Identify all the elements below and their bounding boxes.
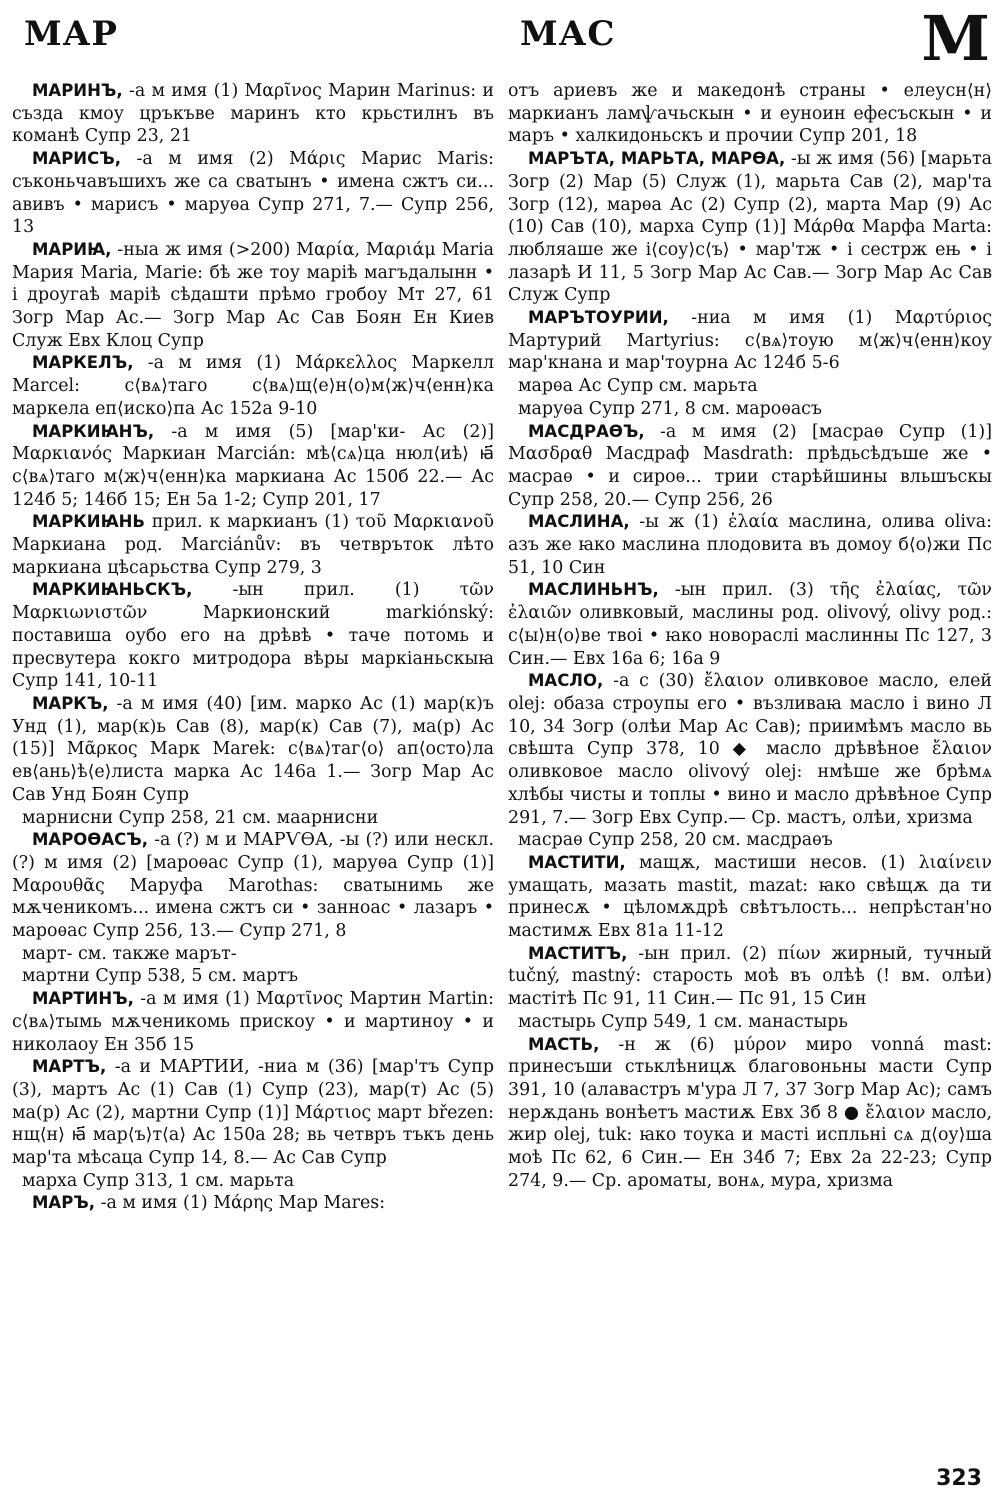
entry-headword: МАСДРАѲЪ, [528,421,645,441]
entry-headword: МАРТЪ, [32,1057,107,1077]
entry-headword: МАРЪТА, МАРЬТА, МАРѲА, [528,149,786,169]
entry-definition: марѳа Ас Супр см. марьта [518,376,758,397]
dictionary-entry [508,670,992,829]
entry-definition: -ы ж (1) ἐλαία маслина, олива oliva: азъ же ꙗко маслина плодовита въ домоу б⟨о⟩жи Пс 51, 10 Син [508,512,992,578]
dictionary-entry [12,988,494,1056]
entry-definition: прил. к маркианъ (1) τοῦ Μαρκιανοῦ Маркиана род. Marciánův: въ четвръток лѣто маркиана цѣсарьства Супр 279, 3 [12,512,494,578]
entry-headword: МАСЛИНА, [528,512,630,532]
entry-headword: МАРЪТОУРИИ, [528,308,669,328]
left-column [12,80,494,1215]
entry-definition: -а м имя (1) Μαρτῖνος Мартин Martin: с⟨вѧ⟩тымь мѫченикомь прискоу • и мартиноу • и николаоу Ен 35б 15 [12,989,494,1055]
entry-headword: МАРКЕЛЪ, [32,353,134,373]
entry-definition: -а м имя (5) [мар'ки- Ас (2)] Μαρκιανός Маркиан Marcián: мѣ⟨сѧ⟩ца нюл⟨иѣ⟩ ꙗ҃ с⟨вѧ⟩таго м⟨ж⟩ч⟨енн⟩ка маркиана Ас 150б 22.— Ас 124б 5; 146б 15; Ен 5а 1-2; Супр 201, 17 [12,421,494,510]
dictionary-entry [508,80,992,148]
cross-reference [508,829,992,852]
entry-headword: МАРТИНЪ, [32,989,134,1009]
entry-headword: МАСТИТИ, [528,852,626,872]
dictionary-entry [508,579,992,670]
entry-definition: -а м имя (1) Μαρῖνος Марин Marinus: и създа кмоу цръкъве маринъ кто крьстилнъ въ команѣ Супр 23, 21 [12,81,494,147]
entry-definition: -ниа м имя (1) Μαρτύριος Мартурий Martyrius: с⟨вѧ⟩тоую м⟨ж⟩ч⟨енн⟩коу мар'кнана и мар'тоурна Ас 124б 5-6 [508,308,992,374]
entry-headword: МАРКИꙖНЪ, [32,421,155,441]
entry-headword: МАСТЬ, [528,1034,600,1054]
section-letter: М [921,2,990,75]
entry-definition: мастырь Супр 549, 1 см. манастырь [518,1011,848,1032]
dictionary-entry [508,307,992,375]
entry-definition: мартни Супр 538, 5 см. мартъ [22,966,299,987]
dictionary-entry [12,80,494,148]
dictionary-entry [12,352,494,420]
entry-definition: -а м имя (1) Μάρκελλος Маркелл Marcel: с⟨вѧ⟩таго с⟨вѧ⟩щ⟨е⟩н⟨о⟩м⟨ж⟩ч⟨енн⟩ка маркела еп⟨иско⟩па Ас 152а 9-10 [12,353,494,419]
entry-definition: марнисни Супр 258, 21 см. маарнисни [22,807,379,828]
entry-headword: МАРОѲАСЪ, [32,830,148,850]
entry-definition: -ы ж имя (56) [марьта Зогр (2) Мар (5) Служ (1), марьта Сав (2), мар'та Зогр (12), марѳа Ас (2) Супр (2), марта Мар (9) Ас (10) Сав (10), марха Супр (1)] Μάρθα Марфа Marta: любляаше же і⟨соу⟩с⟨ъ⟩ • мар'тж • і сестрж ењ • і лазарѣ И 11, 5 Зогр Мар Ас Сав.— Зогр Мар Ас Сав Служ Супр [508,149,992,306]
entry-definition: -а м имя (40) [им. марко Ас (1) мар(к)ъ Унд (1), мар(к)ь Сав (8), мар(к) Сав (7), ма(р) Ас (15)] Μᾶρκος Марк Marek: с⟨вѧ⟩таг⟨о⟩ ап⟨осто⟩ла ев⟨ань⟩ѣ⟨е⟩листа марка Ас 146а 1.— Зогр Мар Ас Сав Унд Боян Супр [12,693,494,805]
entry-headword: МАРИНЪ, [32,81,123,100]
entry-definition: мащѫ, мастиши несов. (1) λιαίνειν умащать, мазать mastit, mazat: ꙗко свѣщѫ да ти принесѫ • цѣломѫдрѣ свѣтълость... непрѣстан'но мастимѫ Евх 81а 11-12 [508,852,992,942]
cross-reference [508,1011,992,1034]
page-number: 323 [936,1466,982,1491]
entry-definition: -ныа ж имя (>200) Μαρία, Μαριάμ Maria Мария Maria, Marie: бѣ же тоу маріѣ магъдалынн • і дроугаѣ маріѣ сѣдашти прѣмо гробоу Мт 27, 61 Зогр Мар Ас.— Зогр Мар Ас Сав Боян Ен Киев Служ Евх Клоц Супр [12,239,494,351]
entry-definition: -а м имя (1) Μάρης Мар Mares: [95,1193,386,1214]
entry-definition: -ын прил. (3) τῆς ἐλαίας, τῶν ἐλαιῶν оливковый, маслины род. olivový, olivy род.: с⟨ы⟩н⟨о⟩ве твоі • ꙗко новораслі маслинны Пс 127, 3 Син.— Евх 16а 6; 16а 9 [508,580,992,669]
cross-reference [12,943,494,966]
dictionary-entry [12,511,494,579]
dictionary-entry [508,852,992,943]
entry-headword: МАРИꙖ, [32,239,112,259]
entry-definition: марха Супр 313, 1 см. марьта [22,1170,295,1191]
dictionary-entry [12,693,494,807]
running-head-right: МАС [520,14,616,54]
entry-headword: МАРКИꙖНЬ [32,512,145,532]
entry-headword: МАРИСЪ, [32,149,121,169]
entry-definition: -а м имя (2) Μάρις Марис Maris: съконьчавъшихъ же са сватынъ • имена сжтъ си... авивъ • марисъ • маруѳа Супр 271, 7.— Супр 256, 13 [12,149,494,238]
cross-reference [508,398,992,421]
entry-definition: март- см. также марът- [22,943,237,964]
entry-definition: -а м имя (2) [масраѳ Супр (1)] Μασδραθ Масдраф Masdrath: прѣдьсѣдъше же • масраѳ • и сироѳ... трии старѣйшины вльшъскы Супр 258, 20.— Супр 256, 26 [508,421,992,510]
entry-headword: МАРКИꙖНЬСКЪ, [32,580,193,600]
dictionary-entry [12,1056,494,1170]
running-head-left: МАР [24,14,118,54]
entry-headword: МАРЪ, [32,1193,96,1213]
cross-reference [12,807,494,830]
entry-definition: отъ ариевъ же и македонѣ страны • елеусн⟨н⟩ маркианъ ламѱачьскын • и еуноин ефесъскын • и маръ • халкидоньскъ и прочии Супр 201, 18 [508,81,992,147]
entry-headword: МАСТИТЪ, [528,943,628,963]
entry-definition: -н ж (6) μύρον миро vonná mast: принесъши стьклѣницѫ благовоньны масти Супр 391, 10 (алавастръ м'ура Л 7, 37 Зогр Мар Ас); самъ нерѫдань вонѣетъ мастиѫ Евх 3б 8 ● ἔλαιον масло, жир olej, tuk: ꙗко тоука и масті испльні сѧ д⟨оу⟩ша моѣ Пс 62, 6 Син.— Ен 34б 7; Евх 2а 22-23; Супр 274, 9.— Ср. ароматы, вонѧ, мура, хризма [508,1034,992,1191]
entry-definition: -ын прил. (2) πίων жирный, тучный tučný, mastný: старость моѣ въ олѣѣ (! вм. олѣи) мастітѣ Пс 91, 11 Син.— Пс 91, 15 Син [508,943,992,1010]
cross-reference [12,965,494,988]
right-column [508,80,992,1192]
dictionary-entry [12,148,494,239]
dictionary-entry [508,511,992,579]
dictionary-entry [508,421,992,512]
entry-headword: МАСЛИНЬНЪ, [528,580,659,600]
dictionary-entry [12,421,494,512]
cross-reference [12,1170,494,1193]
running-header [0,0,1000,80]
entry-headword: МАРКЪ, [32,693,109,713]
entry-definition: -а (?) м и МАРѴѲА, -ы (?) или нескл. (?) м имя (2) [мароѳас Супр (1), маруѳа Супр (1)] Μαρουθᾶς Маруфа Marothas: сватынимь же мѫченикомъ... имена сжтъ си • занноас • лазаръ • мароѳас Супр 256, 13.— Супр 271, 8 [12,830,494,942]
dictionary-entry [508,148,992,307]
dictionary-entry [508,943,992,1011]
entry-definition: -ын прил. (1) τῶν Μαρκιωνιστῶν Маркионский markiónský: поставиша оубо его на дрѣвѣ • таче потомь и пресвутера кокго митродора вѣры маркіаньскыꙗ Супр 141, 10-11 [12,580,494,692]
dictionary-entry [12,579,494,693]
dictionary-entry [12,239,494,353]
entry-definition: -а и МАРТИИ, -ниа м (36) [мар'тъ Супр (3), мартъ Ас (1) Сав (1) Супр (23), мар(т) Ас (5) ма(р) Ас (2), мартни Супр (1)] Μάρτιος март březen: нщ⟨н⟩ ꙗ҃ мар⟨ъ⟩т⟨а⟩ Ас 150а 28; вь четвръ тъкъ день мар'та мѣсаца Супр 14, 8.— Ас Сав Супр [12,1057,494,1169]
entry-definition: -а с (30) ἔλαιον оливковое масло, елей olej: обаза строупы его • възливаꙗ масло і вино Л 10, 34 Зогр (олѣи Мар Ас Сав); приимѣмъ масло вь свѣшта Супр 378, 10 ◆ масло дрѣвѣное ἔλαιον оливковое масло olivový olej: нмѣше же брѣмѧ хлѣбы чисты и топлы • вино и масло дрѣвѣное Супр 291, 7.— Зогр Евх Супр.— Ср. мастъ, олѣи, хризма [508,671,992,828]
dictionary-entry [508,1034,992,1193]
dictionary-entry [12,829,494,943]
cross-reference [508,375,992,398]
dictionary-entry [12,1192,494,1215]
entry-definition: маруѳа Супр 271, 8 см. мароѳасъ [518,398,822,419]
entry-definition: масраѳ Супр 258, 20 см. масдраѳъ [518,830,833,851]
entry-headword: МАСЛО, [528,671,604,691]
